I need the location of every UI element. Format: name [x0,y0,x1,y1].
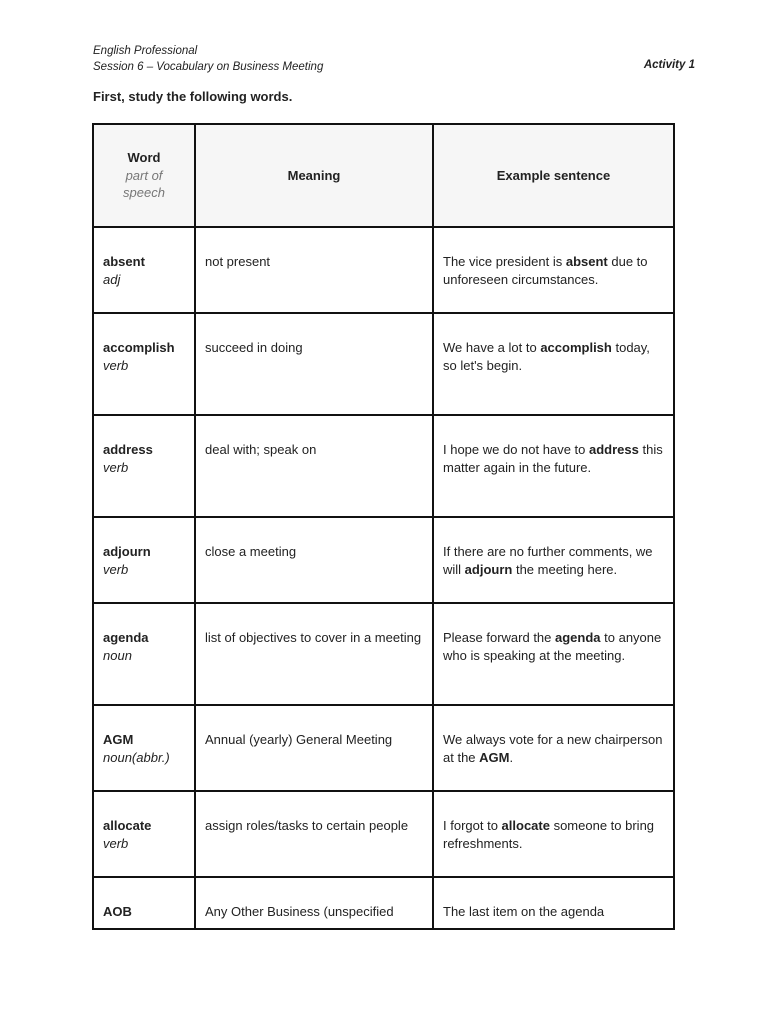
example-keyword: agenda [555,630,601,645]
word-term: absent [103,254,145,269]
word-cell [93,415,195,517]
instruction-text: First, study the following words. [93,89,293,104]
word-cell [93,603,195,705]
word-part-of-speech: verb [103,835,129,851]
table-row [93,415,674,517]
activity-label: Activity 1 [643,59,695,71]
word-term: AOB [103,904,132,919]
example-keyword: address [589,442,639,457]
meaning-cell [195,705,433,791]
table-row [93,517,674,603]
table-row [93,877,674,929]
word-term: address [103,442,153,457]
example-text-end: to anyone who is speaking at the meeting. [443,630,662,663]
word-term: adjourn [103,544,151,559]
table-row [93,791,674,877]
word-cell [93,877,195,929]
header-word-cell [93,124,195,227]
meaning-cell [195,791,433,877]
word-part-of-speech: verb [103,459,129,475]
word-term: agenda [103,630,149,645]
example-text-start: Please forward the [443,630,556,645]
example-cell [433,517,674,603]
course-title: English Professional [93,45,198,57]
word-term: accomplish [103,340,175,355]
header-word: Word [127,150,161,166]
example-text-end: . [509,749,514,765]
word-cell [93,517,195,603]
example-cell [433,415,674,517]
example-text-start: We have a lot to [443,340,541,355]
example-keyword: absent [565,254,608,269]
example-text-start: I forgot to [443,818,502,833]
example-keyword: adjourn [464,561,513,577]
meaning-cell [195,517,433,603]
table-row [93,313,674,415]
word-part-of-speech: verb [103,561,129,577]
example-text-end: due to unforeseen circumstances. [443,254,648,287]
example-keyword: accomplish [540,340,612,355]
meaning-text: assign roles/tasks to certain people [205,818,409,833]
table-row [93,227,674,313]
word-part-of-speech: noun [103,647,132,663]
example-keyword: AGM [479,749,510,765]
word-part-of-speech: verb [103,357,129,373]
word-cell [93,791,195,877]
meaning-cell [195,603,433,705]
meaning-text: Any Other Business (unspecified [205,904,394,919]
meaning-text: list of objectives to cover in a meeting [205,630,422,645]
word-cell [93,313,195,415]
meaning-cell [195,227,433,313]
example-text-end: the meeting here. [512,561,618,577]
table-row [93,705,674,791]
example-cell [433,877,674,929]
meaning-cell [195,877,433,929]
example-text-start: If there are no further comments, we will [443,544,653,577]
document-header [93,43,323,75]
example-text-end: today, so let's begin. [443,340,650,373]
meaning-text: succeed in doing [205,340,303,355]
word-term: allocate [103,818,152,833]
session-title: Session 6 – Vocabulary on Business Meeting [93,61,324,73]
word-part-of-speech: noun(abbr.) [103,749,170,765]
header-example: Example sentence [433,124,674,227]
word-cell [93,705,195,791]
meaning-text: close a meeting [205,544,297,559]
vocabulary-table [92,123,675,930]
example-keyword: allocate [501,818,550,833]
example-cell [433,791,674,877]
table-row [93,603,674,705]
example-cell [433,227,674,313]
vocabulary-table-body [93,227,674,929]
header-part-of-speech: part of speech [123,167,165,201]
meaning-text: deal with; speak on [205,442,317,457]
meaning-text: not present [205,254,271,269]
example-text-end: someone to bring refreshments. [443,818,655,851]
header-meaning: Meaning [195,124,433,227]
word-cell [93,227,195,313]
word-term: AGM [103,732,134,747]
example-text-start: I hope we do not have to [443,442,589,457]
example-text-start: We always vote for a new chairperson at the [443,732,663,765]
example-text-start: The last item on the agenda [443,904,605,919]
meaning-text: Annual (yearly) General Meeting [205,732,393,747]
example-cell [433,313,674,415]
example-text-end: this matter again in the future. [443,442,663,475]
example-text-start: The vice president is [443,254,566,269]
word-part-of-speech: adj [103,271,121,287]
example-cell [433,705,674,791]
table-header-row [93,124,674,227]
example-cell [433,603,674,705]
meaning-cell [195,313,433,415]
meaning-cell [195,415,433,517]
